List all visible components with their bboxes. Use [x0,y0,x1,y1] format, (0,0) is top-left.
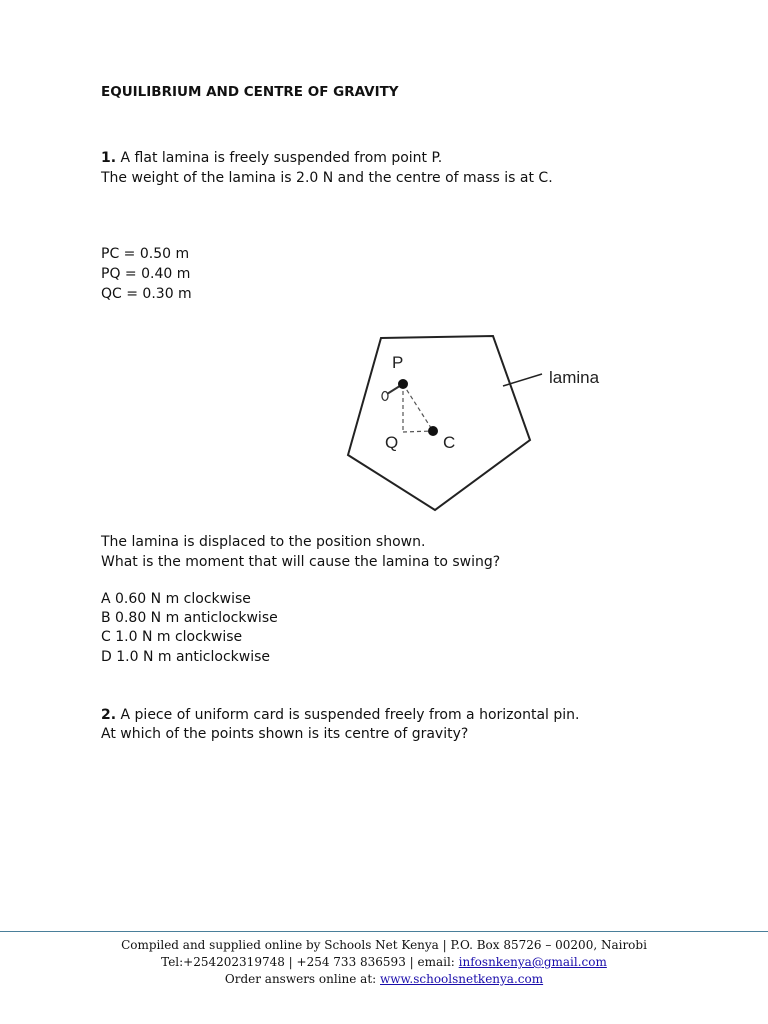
option-b: B 0.80 N m anticlockwise [101,610,278,626]
pin-head [382,392,388,401]
label-q: Q [385,433,399,452]
given-pc: PC = 0.50 m [101,246,190,262]
footer-contact [0,954,768,971]
question-2-line-1 [101,705,579,725]
lamina-label: lamina [549,368,600,387]
option-d: D 1.0 N m anticlockwise [101,649,270,665]
option-a: A 0.60 N m clockwise [101,591,251,607]
option-c: C 1.0 N m clockwise [101,629,243,645]
question-1-line-2: The weight of the lamina is 2.0 N and the centre of mass is at C. [101,170,553,186]
question-2-text-1: A piece of uniform card is suspended freely from a horizontal pin. [120,707,580,723]
given-qc: QC = 0.30 m [101,286,192,302]
question-2-line-2: At which of the points shown is its centre of gravity? [101,726,469,742]
displaced-text: The lamina is displaced to the position shown. [101,534,426,550]
given-pq: PQ = 0.40 m [101,266,191,282]
point-p [398,379,408,389]
page-title: EQUILIBRIUM AND CENTRE OF GRAVITY [101,84,399,100]
pc-dashed-line [403,384,433,431]
footer-divider [0,931,768,932]
question-1-line-1 [101,148,442,168]
question-1-text-1: A flat lamina is freely suspended from point P. [120,150,443,166]
question-1-number: 1. [101,150,117,166]
footer-order-label: Order answers online at: [224,972,381,986]
lamina-diagram [330,330,630,520]
label-p: P [392,353,404,372]
footer-order [0,971,768,988]
footer-email-link[interactable]: infosnkenya@gmail.com [458,955,607,969]
label-c: C [443,433,456,452]
footer-tel: Tel:+254202319748 | +254 733 836593 | email: [161,955,459,969]
question-1-ask: What is the moment that will cause the lamina to swing? [101,554,501,570]
point-c [428,426,438,436]
footer-website-link[interactable]: www.schoolsnetkenya.com [380,972,544,986]
footer-compiled: Compiled and supplied online by Schools Net Kenya | P.O. Box 85726 – 00200, Nairobi [121,938,647,952]
question-2-number: 2. [101,707,117,723]
lamina-pentagon [348,336,530,510]
